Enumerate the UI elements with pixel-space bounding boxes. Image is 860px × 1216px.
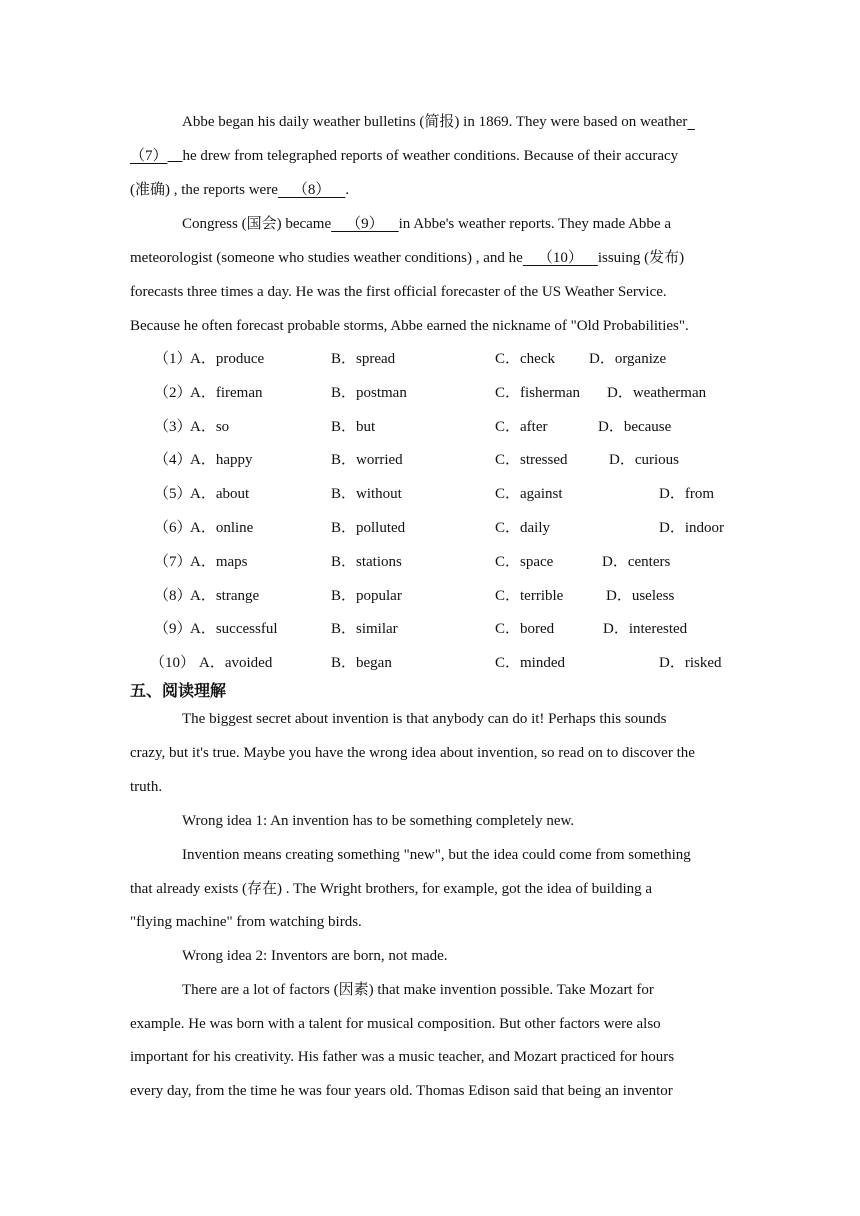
option-b: B．similar	[331, 621, 398, 638]
passage2-line: example. He was born with a talent for musical composition. But other factors were also	[130, 1016, 661, 1032]
passage2-line: every day, from the time he was four years old. Thomas Edison said that being an inventor	[130, 1083, 673, 1099]
blank-7-start	[687, 114, 695, 130]
passage2-line: "flying machine" from watching birds.	[130, 914, 362, 930]
passage1-line-4	[182, 214, 671, 234]
option-b: B．stations	[331, 553, 402, 570]
blank-7-tail	[168, 148, 183, 164]
option-a: A．fireman	[190, 384, 263, 401]
option-number: （9）	[154, 621, 192, 638]
option-a: A．online	[190, 520, 254, 536]
option-c: C．minded	[495, 655, 565, 672]
passage2-line: The biggest secret about invention is that anybody can do it! Perhaps this sounds	[182, 711, 667, 727]
passage2-line: that already exists (存在) . The Wright brothers, for example, got the idea of building a	[130, 881, 653, 897]
option-row	[0, 619, 860, 639]
option-a: A．so	[190, 418, 230, 435]
option-row	[0, 586, 860, 606]
blank-10: （10）	[522, 250, 598, 266]
option-d: D．because	[598, 418, 672, 435]
passage-text: issuing (发布)	[597, 250, 685, 266]
option-b: B．began	[331, 655, 392, 672]
option-d: D．interested	[603, 621, 688, 638]
passage-text: Congress (国会) became	[182, 216, 332, 232]
option-row	[0, 552, 860, 572]
option-a: A．about	[190, 486, 250, 503]
blank-7: （7）	[130, 148, 168, 164]
option-row	[0, 417, 860, 437]
option-number: （6）	[154, 520, 192, 536]
passage1-line-1	[182, 112, 695, 132]
option-row	[0, 383, 860, 403]
option-c: C．bored	[495, 621, 555, 638]
passage1-line-5	[130, 248, 684, 268]
passage2-line: There are a lot of factors (因素) that make invention possible. Take Mozart for	[182, 982, 654, 998]
option-a: A．successful	[190, 621, 278, 638]
option-number: （5）	[154, 486, 192, 503]
blank-8: （8）	[277, 182, 346, 198]
option-d: D．risked	[659, 655, 722, 672]
option-a: A．maps	[190, 553, 248, 570]
option-b: B．but	[331, 418, 376, 435]
passage2-line: Wrong idea 2: Inventors are born, not made.	[182, 948, 448, 964]
option-a: A．avoided	[199, 655, 273, 672]
option-number: （10）	[150, 655, 196, 672]
option-b: B．without	[331, 486, 402, 503]
blank-9: （9）	[331, 216, 399, 232]
option-row	[0, 484, 860, 504]
section-title: 五、阅读理解	[130, 681, 227, 700]
option-c: C．check	[495, 351, 555, 367]
option-b: B．worried	[331, 452, 403, 469]
option-a: A．happy	[190, 452, 253, 469]
passage1-line-7: Because he often forecast probable storms, Abbe earned the nickname of "Old Probabilities".	[130, 318, 689, 334]
option-b: B．popular	[331, 587, 402, 604]
option-b: B．spread	[331, 351, 396, 367]
option-row	[0, 653, 860, 673]
option-b: B．postman	[331, 384, 407, 401]
passage1-line-3	[130, 180, 349, 200]
option-a: A．strange	[190, 587, 260, 604]
option-d: D．organize	[589, 351, 667, 367]
passage2-line: crazy, but it's true. Maybe you have the wrong idea about invention, so read on to discover the	[130, 745, 695, 761]
option-d: D．curious	[609, 452, 679, 469]
option-c: C．daily	[495, 520, 550, 536]
option-d: D．from	[659, 486, 714, 503]
option-b: B．polluted	[331, 520, 406, 536]
option-c: C．fisherman	[495, 384, 580, 401]
passage1-line-2	[130, 146, 678, 166]
option-c: C．after	[495, 418, 548, 435]
option-c: C．stressed	[495, 452, 568, 469]
option-number: （4）	[154, 452, 192, 469]
option-number: （1）	[154, 351, 192, 367]
option-c: C．space	[495, 553, 554, 570]
option-number: （8）	[154, 587, 192, 604]
option-row	[0, 518, 860, 538]
passage1-line-6: forecasts three times a day. He was the first official forecaster of the US Weather Service.	[130, 284, 667, 300]
option-row	[0, 450, 860, 470]
option-d: D．useless	[606, 587, 675, 604]
passage-text: .	[345, 182, 350, 198]
passage-text: he drew from telegraphed reports of weather conditions. Because of their accuracy	[182, 148, 679, 164]
option-number: （7）	[154, 553, 192, 570]
passage-text: in Abbe's weather reports. They made Abbe a	[398, 216, 671, 232]
option-d: D．weatherman	[607, 384, 707, 401]
option-c: C．against	[495, 486, 563, 503]
option-row	[0, 349, 860, 369]
option-number: （2）	[154, 384, 192, 401]
passage2-line: truth.	[130, 779, 163, 795]
passage-text: Abbe began his daily weather bulletins (简报) in 1869. They were based on weather	[182, 114, 688, 130]
option-a: A．produce	[190, 351, 265, 367]
passage-text: meteorologist (someone who studies weather conditions) , and he	[130, 250, 523, 266]
option-d: D．centers	[602, 553, 671, 570]
passage2-line: important for his creativity. His father was a music teacher, and Mozart practiced for hours	[130, 1049, 675, 1065]
option-c: C．terrible	[495, 587, 564, 604]
passage2-line: Wrong idea 1: An invention has to be something completely new.	[182, 813, 575, 829]
option-d: D．indoor	[659, 520, 724, 536]
passage2-line: Invention means creating something "new", but the idea could come from something	[182, 847, 691, 863]
option-number: （3）	[154, 418, 192, 435]
passage-text: (准确) , the reports were	[130, 182, 278, 198]
